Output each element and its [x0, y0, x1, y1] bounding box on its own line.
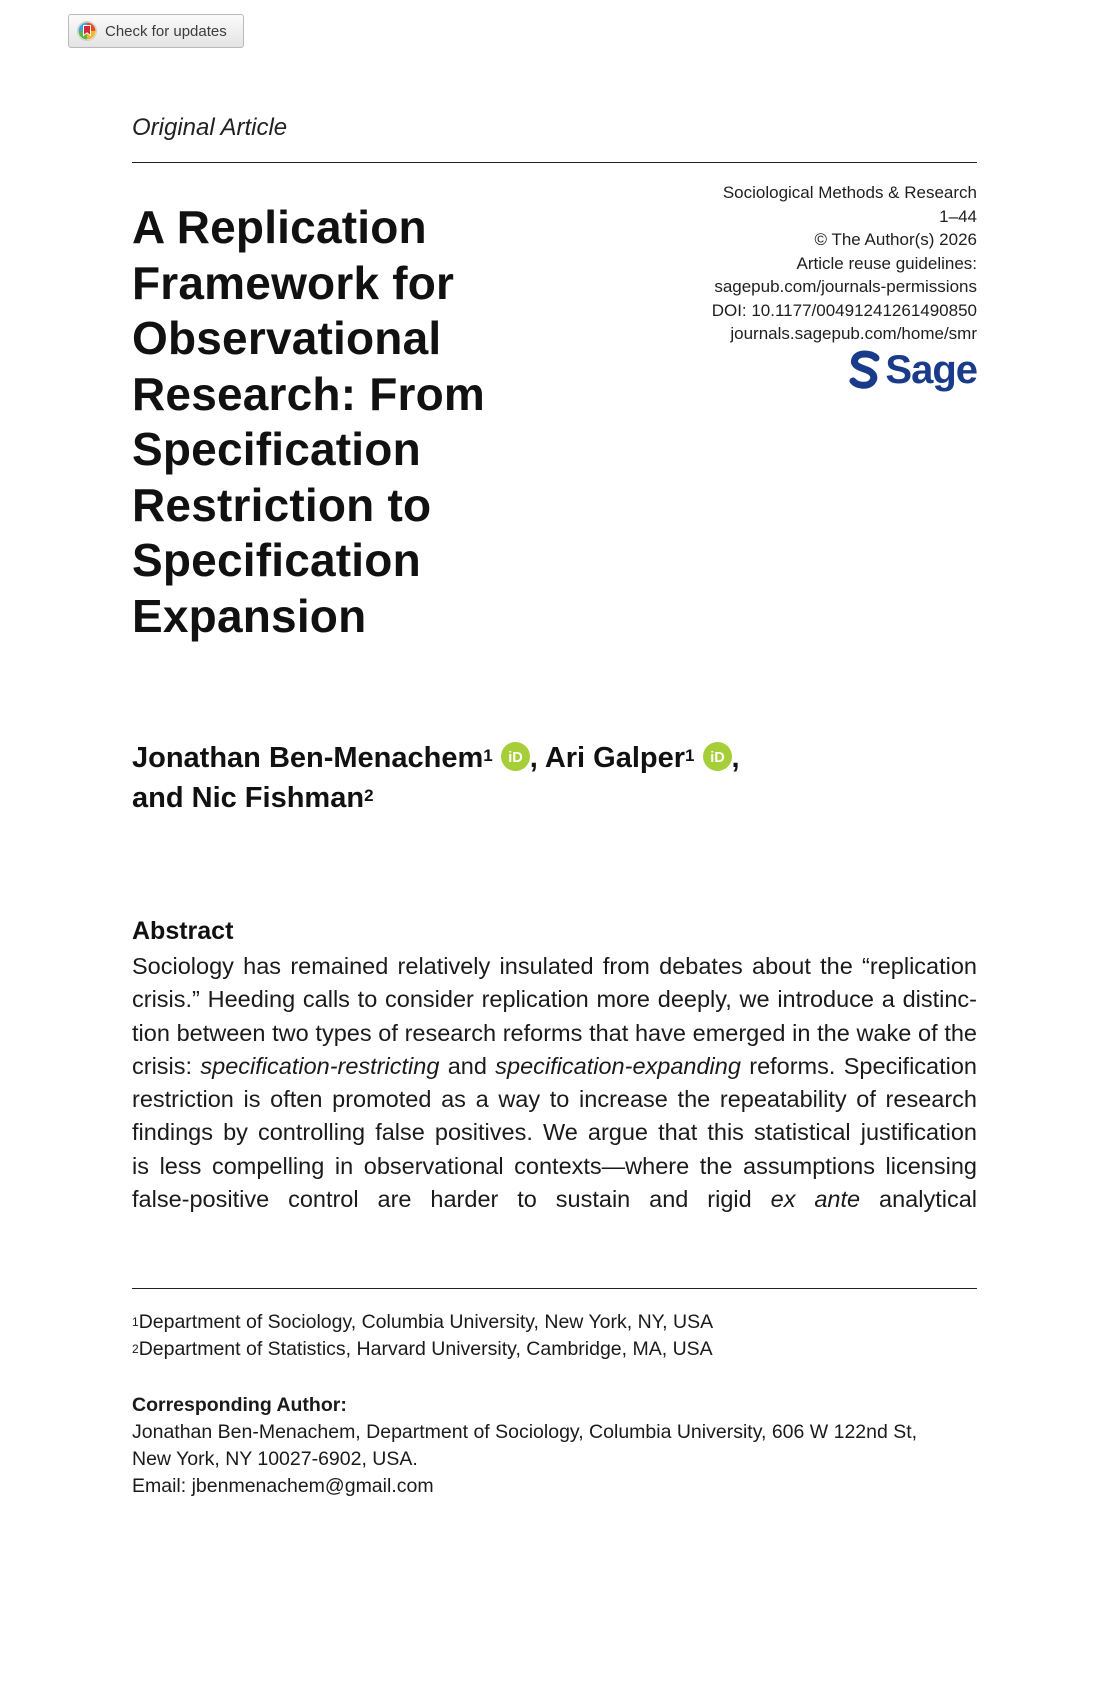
affiliation-item [132, 1309, 713, 1336]
svg-text:iD: iD [709, 749, 725, 766]
article-title: A Replication Framework for Observational Research: From Specification Restriction to Specification Expansion [132, 201, 486, 642]
author-separator: , [731, 742, 740, 774]
abstract-text: false-positive control are harder to sustain and rigid [132, 1186, 771, 1213]
affiliation-item [132, 1336, 713, 1363]
abstract-emphasis: specification-restricting [200, 1052, 440, 1079]
corresponding-address-line: Jonathan Ben-Menachem, Department of Sociology, Columbia University, 606 W 122nd St, [132, 1421, 918, 1443]
author-name[interactable]: Nic Fishman [191, 782, 365, 814]
article-type-label: Original Article [132, 114, 288, 141]
abstract-line: is less compelling in observational contexts—where the assumptions licensing [132, 1152, 977, 1179]
publisher-name: Sage [885, 348, 977, 392]
doi-link[interactable]: DOI: 10.1177/00491241261490850 [711, 300, 977, 320]
publisher-logo [849, 350, 977, 390]
abstract-line: crisis.” Heeding calls to consider replication more deeply, we introduce a distinc- [132, 986, 977, 1013]
affiliation-marker: 1 [483, 746, 493, 765]
journal-info [712, 181, 977, 346]
check-for-updates-label: Check for updates [105, 22, 227, 40]
author-name[interactable]: Jonathan Ben-Menachem [132, 742, 484, 774]
author-separator: , [529, 742, 538, 774]
footnote-divider [132, 1288, 977, 1289]
header-divider [132, 162, 977, 163]
abstract-text: crisis: [132, 1052, 201, 1079]
author-name[interactable]: Ari Galper [544, 742, 686, 774]
affiliation-number: 2 [132, 1342, 139, 1356]
abstract-emphasis: specification-expanding [495, 1052, 741, 1079]
abstract-text: and [439, 1052, 496, 1079]
affiliations [132, 1309, 713, 1363]
orcid-icon[interactable] [703, 742, 732, 771]
abstract-line: restriction is often promoted as a way to increase the repeatability of research [132, 1086, 977, 1113]
abstract-heading: Abstract [132, 917, 234, 945]
page-range: 1–44 [939, 206, 977, 226]
reuse-guidelines-link[interactable]: sagepub.com/journals-permissions [714, 277, 977, 296]
abstract-body [132, 950, 977, 1216]
abstract-line [132, 1183, 977, 1216]
journal-name: Sociological Methods & Research [722, 183, 977, 202]
corresponding-email[interactable]: Email: jbenmenachem@gmail.com [132, 1475, 434, 1497]
sage-logo-icon [849, 350, 881, 390]
abstract-line: findings by controlling false positives. We argue that this statistical justification [132, 1119, 977, 1146]
abstract-text: analytical [860, 1186, 977, 1213]
abstract-text: reforms. Specification [740, 1052, 977, 1079]
affiliation-text: Department of Statistics, Harvard University, Cambridge, MA, USA [138, 1338, 713, 1360]
affiliation-text: Department of Sociology, Columbia University, New York, NY, USA [138, 1311, 714, 1333]
orcid-icon[interactable] [501, 742, 530, 771]
affiliation-marker: 1 [685, 746, 695, 765]
affiliation-number: 1 [132, 1315, 139, 1329]
abstract-line: tion between two types of research reforms that have emerged in the wake of the [132, 1019, 977, 1046]
crossmark-icon [77, 21, 97, 41]
svg-text:iD: iD [508, 749, 523, 766]
copyright: © The Author(s) 2026 [814, 230, 977, 249]
affiliation-marker: 2 [364, 786, 374, 805]
corresponding-address-line: New York, NY 10027-6902, USA. [132, 1448, 418, 1470]
check-for-updates-button[interactable] [68, 14, 244, 48]
abstract-line: Sociology has remained relatively insulated from debates about the “replication [132, 953, 977, 979]
journal-homepage-link[interactable]: journals.sagepub.com/home/smr [730, 324, 977, 343]
reuse-guidelines-label: Article reuse guidelines: [796, 253, 977, 273]
corresponding-author-label: Corresponding Author: [132, 1394, 347, 1416]
author-list [132, 738, 977, 818]
author-line-2 [132, 778, 977, 818]
abstract-line [132, 1050, 977, 1083]
corresponding-author [132, 1392, 977, 1500]
author-separator: and [132, 782, 184, 814]
author-line-1 [132, 738, 977, 778]
abstract-emphasis: ex ante [770, 1186, 861, 1213]
